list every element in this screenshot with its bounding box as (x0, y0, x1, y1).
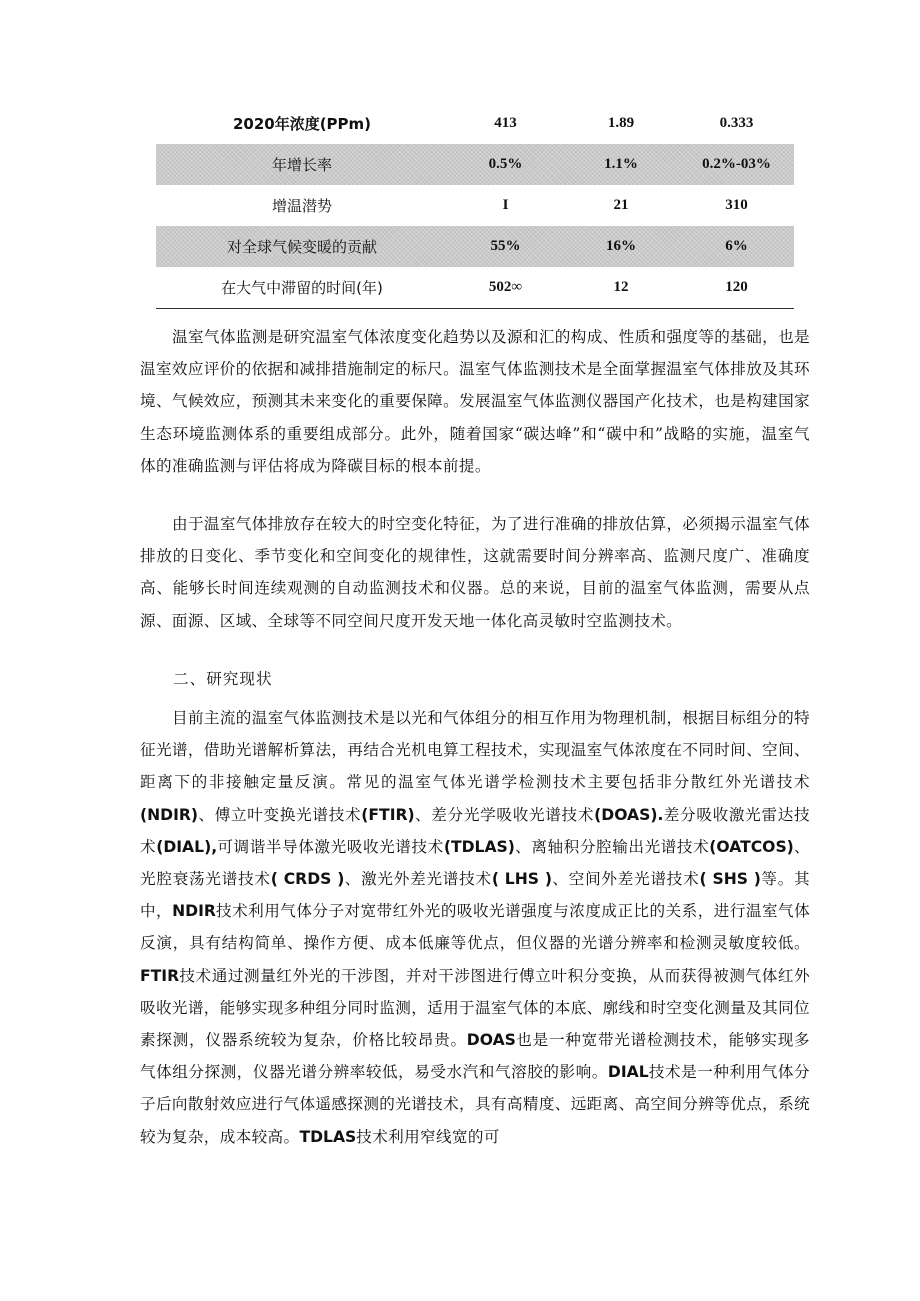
term-doas: (DOAS). (594, 805, 664, 824)
text-run: 、光腔衰荡光谱技术 (140, 837, 810, 889)
row-label: 增温潜势 (271, 197, 332, 215)
paragraph-emission-variation: 由于温室气体排放存在较大的时空变化特征，为了进行准确的排放估算，必须揭示温室气体排放的日变化、季节变化和空间变化的规律性，这就需要时间分辨率高、监测尺度广、准确度高、能够长时间连续观测的自动监测技术和仪器。总的来说，目前的温室气体监测，需要从点源、面源、区域、全球等不同空间尺度开发天地一体化高灵敏时空监测技术。 (140, 515, 810, 630)
table-cell: 1.1% (604, 156, 638, 172)
table-cell: 120 (725, 279, 748, 295)
table-row (156, 144, 794, 185)
term-tdlas: TDLAS (299, 1127, 357, 1146)
table-cell: 502∞ (488, 279, 523, 295)
term-shs: ( SHS ) (699, 870, 761, 889)
paragraph-research-status (140, 702, 810, 1153)
term-ndir: NDIR (172, 902, 216, 921)
table-cell: 0.333 (719, 115, 754, 131)
table-cell: 16% (606, 238, 636, 254)
term-oatcos: (OATCOS) (709, 837, 794, 856)
term-ftir: FTIR (140, 966, 180, 985)
table-cell: 6% (725, 238, 748, 254)
term-ftir: (FTIR) (361, 805, 415, 824)
table-cell: 310 (725, 197, 748, 213)
term-doas: DOAS (466, 1031, 516, 1050)
table-cell: 0.5% (488, 156, 523, 172)
text-run: 、差分光学吸收光谱技术 (414, 805, 595, 824)
section-heading: 二、研究现状 (173, 670, 273, 688)
table-cell: 413 (494, 115, 517, 131)
table-row (156, 185, 794, 226)
table-row (156, 226, 794, 267)
text-run: 、空间外差光谱技术 (551, 870, 700, 889)
term-crds: ( CRDS ) (270, 870, 345, 889)
table-cell: I (502, 197, 509, 213)
text-run: 技术利用气体分子对宽带红外光的吸收光谱强度与浓度成正比的关系，进行温室气体反演，具有结构简单、操作方便、成本低廉等优点，但仪器的光谱分辨率和检测灵敏度较低。 (140, 902, 811, 953)
text-run: 差分吸收激光雷达技术 (140, 805, 810, 856)
table-cell: 55% (490, 238, 521, 254)
text-run: 、激光外差光谱技术 (344, 870, 492, 889)
term-dial: DIAL (607, 1063, 649, 1082)
text-run: 也是一种宽带光谱检测技术，能够实现多气体组分探测，仪器光谱分辨率较低，易受水汽和气溶胶的影响。 (140, 1031, 810, 1082)
text-run: 、离轴积分腔输出光谱技术 (514, 837, 710, 856)
gas-properties-table (156, 103, 794, 309)
text-run: 、傅立叶变换光谱技术 (198, 805, 362, 824)
term-dial: (DIAL), (156, 837, 218, 856)
row-label: 在大气中滞留的时间(年) (221, 279, 383, 297)
text-run: 技术是一种利用气体分子后向散射效应进行气体遥感探测的光谱技术，具有高精度、远距离、高空间分辨等优点，系统较为复杂，成本较高。 (140, 1063, 810, 1146)
text-run: 可调谐半导体激光吸收光谱技术 (217, 837, 444, 856)
term-lhs: ( LHS ) (491, 870, 552, 889)
text-run: 技术利用窄线宽的可 (356, 1127, 500, 1146)
term-tdlas: (TDLAS) (443, 837, 515, 856)
text-run: 目前主流的温室气体监测技术是以光和气体组分的相互作用为物理机制，根据目标组分的特征光谱，借助光谱解析算法，再结合光机电算工程技术，实现温室气体浓度在不同时间、空间、距离下的非接触定量反演。常见的温室气体光谱学检测技术主要包括非分散红外光谱技术 (140, 709, 810, 792)
table-cell: 0.2%-03% (702, 156, 771, 172)
text-run: 等。其中， (140, 870, 810, 921)
term-ndir: (NDIR) (140, 805, 199, 824)
row-label: 2020年浓度(PPm) (232, 115, 372, 133)
row-label: 年增长率 (271, 156, 332, 174)
table-row (156, 267, 794, 308)
row-label: 对全球气候变暖的贡献 (226, 238, 377, 256)
table-cell: 21 (613, 197, 629, 213)
paragraph-monitoring-basis: 温室气体监测是研究温室气体浓度变化趋势以及源和汇的构成、性质和强度等的基础，也是温室效应评价的依据和减排措施制定的标尺。温室气体监测技术是全面掌握温室气体排放及其环境、气候效应，预测其未来变化的重要保障。发展温室气体监测仪器国产化技术，也是构建国家生态环境监测体系的重要组成部分。此外，随着国家“碳达峰”和“碳中和”战略的实施，温室气体的准确监测与评估将成为降碳目标的根本前提。 (140, 328, 810, 475)
table-row (156, 103, 794, 144)
text-run: 技术通过测量红外光的干涉图，并对干涉图进行傅立叶积分变换，从而获得被测气体红外吸收光谱，能够实现多种组分同时监测，适用于温室气体的本底、廓线和时空变化测量及其同位素探测，仪器系统较为复杂，价格比较昂贵。 (140, 966, 810, 1050)
table-cell: 12 (613, 279, 629, 295)
table-cell: 1.89 (607, 115, 635, 131)
